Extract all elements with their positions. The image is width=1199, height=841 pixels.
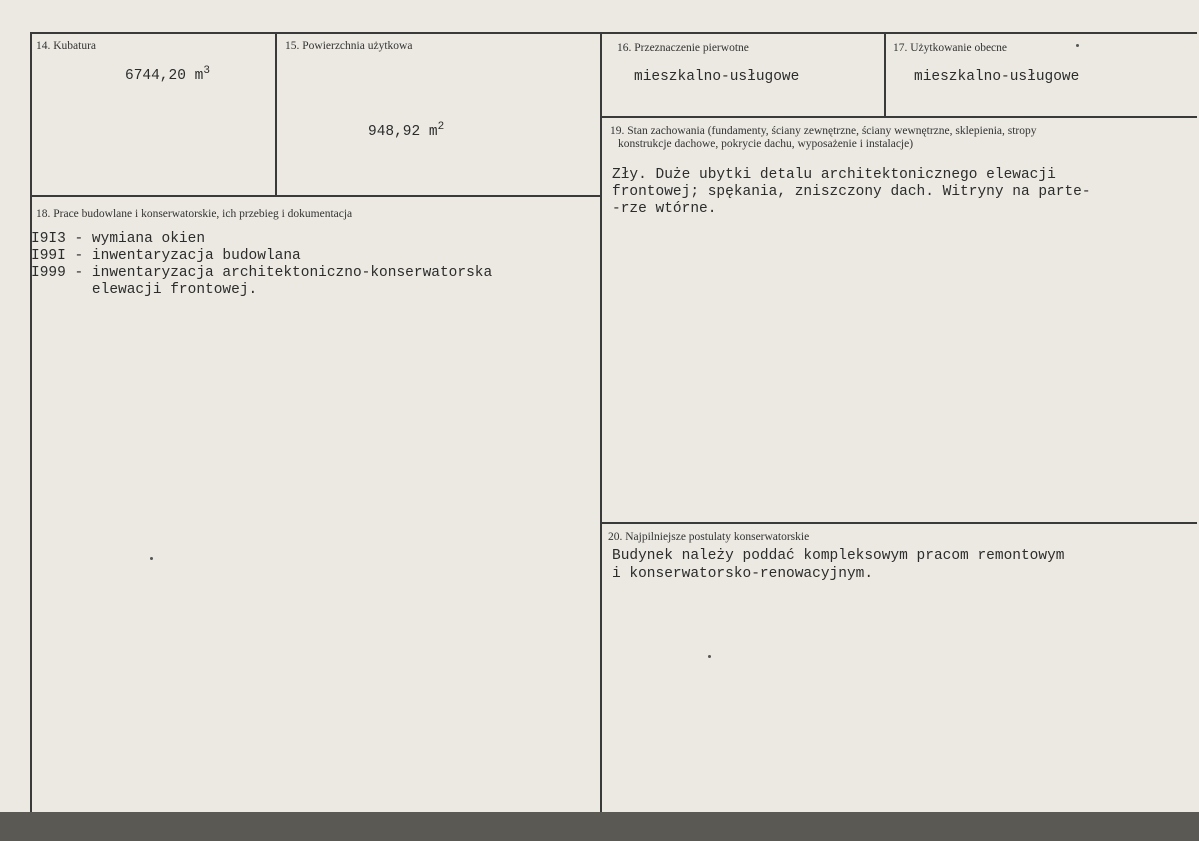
divider-15-16 [600, 32, 602, 812]
field-19-label-line2: konstrukcje dachowe, pokrycie dachu, wyposażenie i instalacje) [618, 138, 914, 150]
scan-edge [0, 812, 1199, 841]
field-14-value: 6744,20 $m^3$ [125, 65, 210, 84]
field-19-line-1: Zły. Duże ubytki detalu architektonicznego elewacji [612, 167, 1056, 183]
field-15-label: 15. Powierzchnia użytkowa [285, 40, 413, 52]
paper-speck [1076, 44, 1079, 47]
field-18-line-3: I999 - inwentaryzacja architektoniczno-konserwatorska [31, 265, 493, 281]
field-18-line-4: elewacji frontowej. [31, 282, 258, 298]
divider-16-19 [600, 116, 1197, 118]
field-14-label: 14. Kubatura [36, 40, 97, 52]
divider-14-15 [275, 32, 277, 196]
field-19-line-3: -rze wtórne. [612, 201, 717, 217]
field-19-line-2: frontowej; spękania, zniszczony dach. Witryny na parte- [612, 184, 1091, 200]
field-20-label: 20. Najpilniejsze postulaty konserwatorskie [608, 531, 810, 543]
divider-14-18 [30, 195, 600, 197]
paper-speck [150, 557, 153, 560]
field-19-label-line1: 19. Stan zachowania (fundamenty, ściany zewnętrzne, ściany wewnętrzne, sklepienia, stropy [610, 125, 1037, 137]
paper-speck [708, 655, 711, 658]
field-16-value: mieszkalno-usługowe [634, 69, 800, 85]
field-18-line-2: I99I - inwentaryzacja budowlana [31, 248, 301, 264]
field-18-label: 18. Prace budowlane i konserwatorskie, ich przebieg i dokumentacja [36, 208, 353, 220]
field-20-line-1: Budynek należy poddać kompleksowym pracom remontowym [612, 548, 1065, 564]
field-17-label: 17. Użytkowanie obecne [893, 42, 1008, 54]
divider-16-17 [884, 32, 886, 116]
left-border [30, 32, 32, 812]
top-border [30, 32, 1197, 34]
field-15-value: 948,92 $m^2$ [368, 121, 445, 140]
field-18-line-1: I9I3 - wymiana okien [31, 231, 206, 247]
divider-19-20 [600, 522, 1197, 524]
field-20-line-2: i konserwatorsko-renowacyjnym. [612, 566, 874, 582]
field-16-label: 16. Przeznaczenie pierwotne [617, 42, 749, 54]
field-17-value: mieszkalno-usługowe [914, 69, 1080, 85]
